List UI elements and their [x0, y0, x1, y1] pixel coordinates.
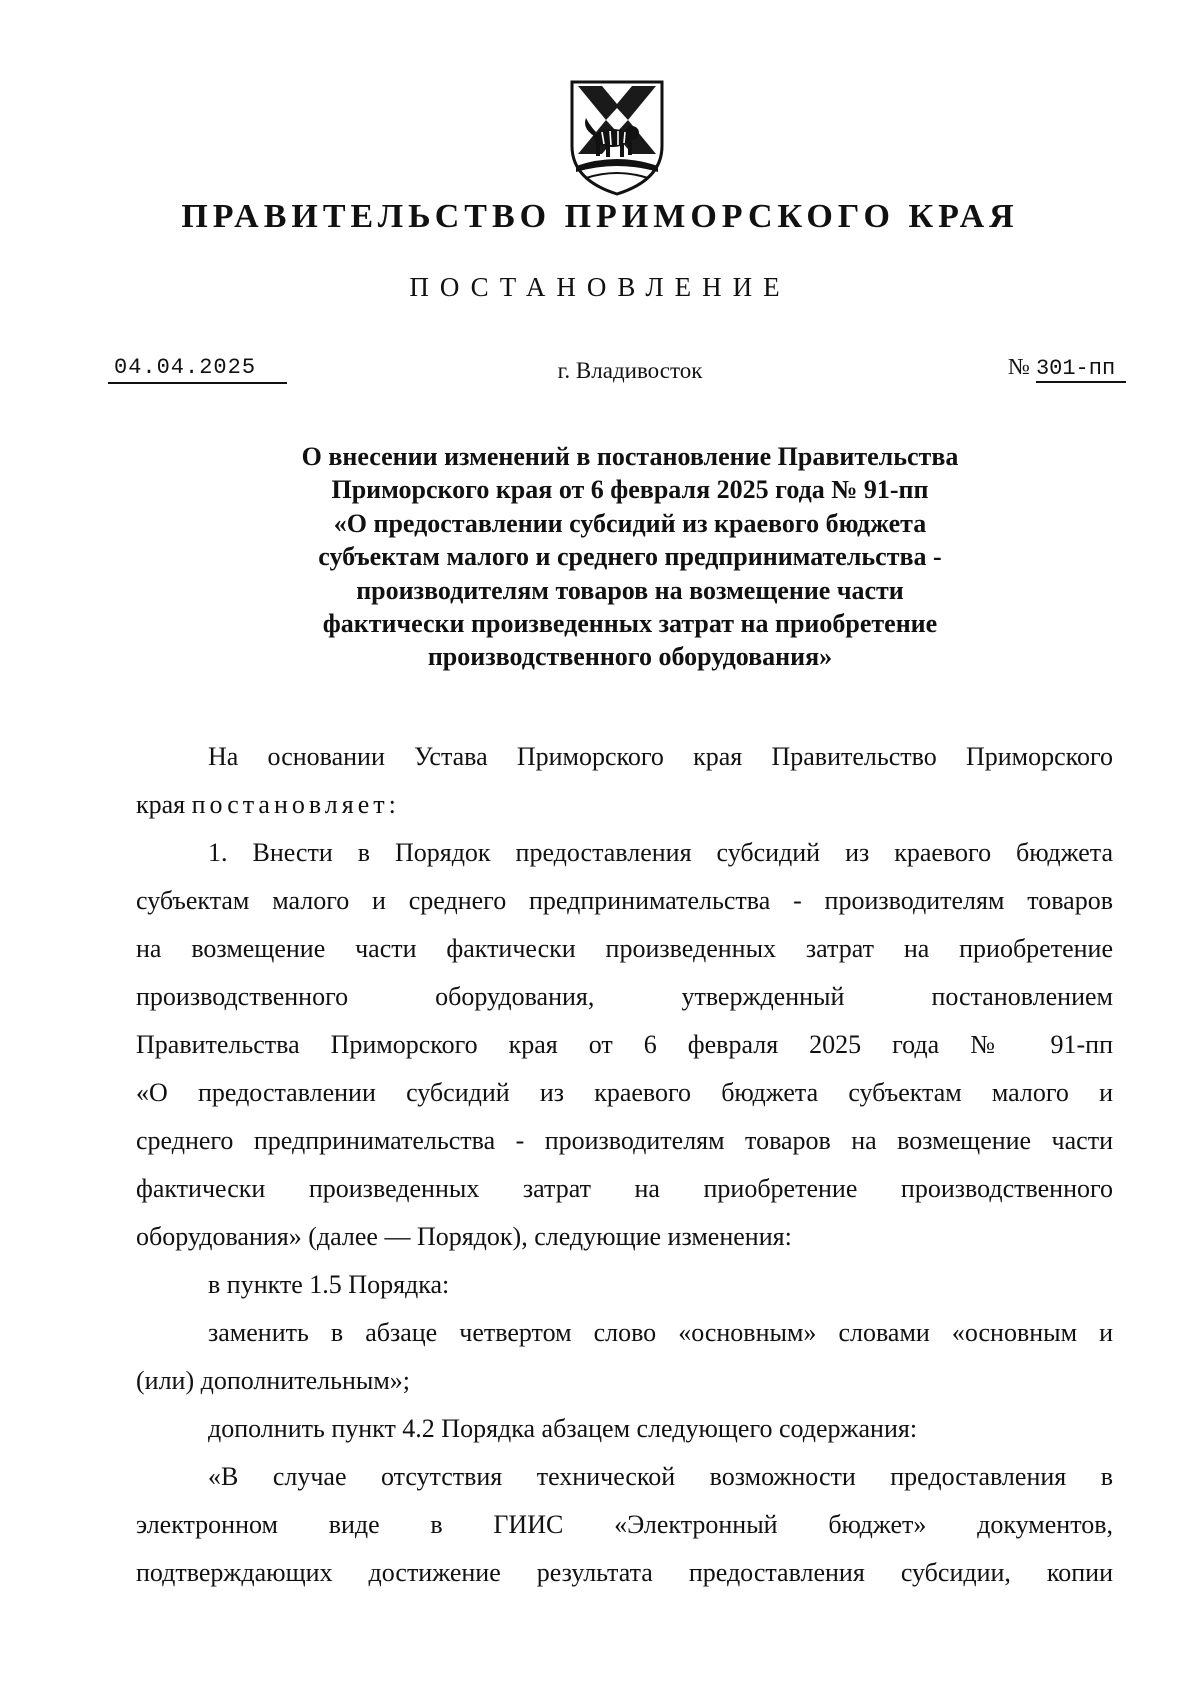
title-line: Приморского края от 6 февраля 2025 года № 91-пп [331, 475, 929, 505]
body-line: подтверждающих достижение результата предоставления субсидии, копии [136, 1558, 1113, 1587]
title-line: «О предоставлении субсидий из краевого бюджета [333, 508, 927, 538]
title-line: производителям товаров на возмещение части [356, 575, 904, 605]
coat-of-arms-icon [566, 80, 668, 196]
body-text: края [136, 790, 186, 819]
body-line: На основании Устава Приморского края Правительство Приморского [208, 742, 1113, 771]
body-line: электронном виде в ГИИС «Электронный бюджет» документов, [136, 1510, 1113, 1539]
document-type: ПОСТАНОВЛЕНИЕ [409, 272, 791, 302]
body-line: в пункте 1.5 Порядка: [208, 1270, 450, 1299]
body-line: (или) дополнительным»; [136, 1366, 411, 1395]
document-number [1008, 354, 1126, 383]
number-label: № [1008, 354, 1030, 379]
document-city: г. Владивосток [557, 358, 703, 383]
body-line: заменить в абзаце четвертом слово «основным» словами «основным и [208, 1318, 1113, 1347]
title-line: О внесении изменений в постановление Правительства [301, 442, 959, 471]
body-line: субъектам малого и среднего предпринимательства - производителям товаров [136, 886, 1113, 915]
title-line: фактически произведенных затрат на приобретение [322, 609, 938, 639]
body-line: «О предоставлении субсидий из краевого бюджета субъектам малого и [136, 1078, 1113, 1107]
body-line: 1. Внести в Порядок предоставления субсидий из краевого бюджета [208, 838, 1113, 867]
body-line: дополнить пункт 4.2 Порядка абзацем следующего содержания: [208, 1414, 918, 1443]
body-line: «В случае отсутствия технической возможности предоставления в [208, 1462, 1113, 1491]
body-line: Правительства Приморского края от 6 февраля 2025 года № 91-пп [136, 1030, 1113, 1059]
title-line: субъектам малого и среднего предпринимательства - [318, 542, 942, 572]
body-line [136, 781, 1113, 829]
document-body [136, 733, 1113, 1597]
body-line: среднего предпринимательства - производителям товаров на возмещение части [136, 1126, 1113, 1155]
number-value: 301-пп [1036, 356, 1126, 383]
body-text-spaced: постановляет: [191, 790, 400, 819]
body-line: оборудования» (далее — Порядок), следующие изменения: [136, 1222, 792, 1251]
body-line: фактически произведенных затрат на приобретение производственного [136, 1174, 1113, 1203]
body-line: на возмещение части фактически произведенных затрат на приобретение [136, 934, 1113, 963]
document-title [180, 440, 1080, 674]
document-date: 04.04.2025 [108, 355, 287, 384]
title-line: производственного оборудования» [427, 642, 833, 672]
government-name: ПРАВИТЕЛЬСТВО ПРИМОРСКОГО КРАЯ [181, 198, 1019, 235]
body-line: производственного оборудования, утвержденный постановлением [136, 982, 1113, 1011]
